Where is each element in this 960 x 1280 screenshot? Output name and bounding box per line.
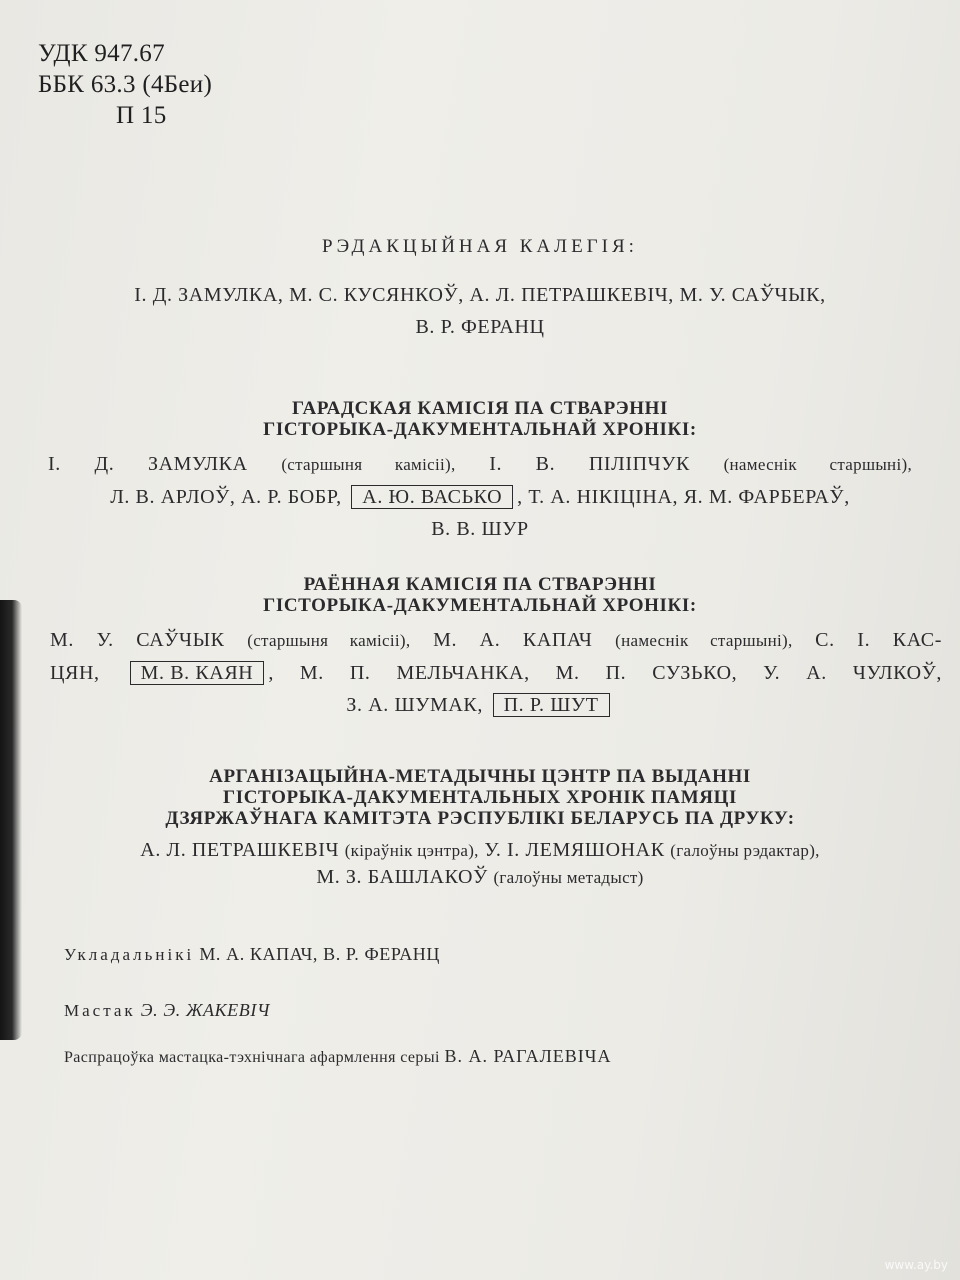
city-members-b: , Т. А. НІКІЦІНА, Я. М. ФАРБЕРАЎ, [517,486,850,508]
district-commission-line-2 [50,657,942,689]
city-chair-name: І. Д. ЗАМУЛКА [48,453,248,475]
artist-credit [64,1000,270,1021]
city-chair-role: (старшыня камісіі), [281,455,456,474]
editorial-board-section [0,236,960,343]
artist-label: Мастак [64,1001,136,1020]
design-credit [64,1046,612,1067]
city-commission-heading-1: ГАРАДСКАЯ КАМІСІЯ ПА СТВАРЭННІ [291,398,669,419]
center-methodist-role: (галоўны метадыст) [493,868,644,887]
city-commission-line-3: В. В. ШУР [431,518,529,540]
center-editor-name: У. І. ЛЕМЯШОНАК [484,839,665,861]
design-label: Распрацоўка мастацка-тэхнічнага афармлення серыі [64,1049,440,1066]
city-commission-line-2 [40,481,920,513]
compilers-label: Укладальнікі [64,945,195,964]
boxed-name-vasko: А. Ю. ВАСЬКО [351,485,513,509]
district-member-tsyan: ЦЯН, [50,662,100,684]
center-head-name: А. Л. ПЕТРАШКЕВІЧ [140,839,340,861]
design-name: В. А. РАГАЛЕВІЧА [444,1046,612,1066]
classification-codes [38,38,212,131]
district-commission-section [0,574,960,721]
district-commission-line-3 [0,689,960,721]
center-staff-line-1 [0,837,960,864]
district-member-kas: С. І. КАС- [815,629,942,651]
center-heading-3: ДЗЯРЖАЎНАГА КАМІТЭТА РЭСПУБЛІКІ БЕЛАРУСЬ ПА ДРУКУ: [165,808,795,829]
city-deputy-role: (намеснік старшыні), [723,455,912,474]
udk-code: УДК 947.67 [38,40,165,67]
boxed-name-kayan: М. В. КАЯН [130,661,265,685]
district-chair-role: (старшыня камісіі), [247,631,411,650]
bbk-code: ББК 63.3 (4Беи) [38,71,213,98]
compilers-names: М. А. КАПАЧ, В. Р. ФЕРАНЦ [199,944,440,964]
center-heading-2: ГІСТОРЫКА-ДАКУМЕНТАЛЬНЫХ ХРОНІК ПАМЯЦІ [223,787,737,808]
boxed-name-shut: П. Р. ШУТ [493,693,610,717]
author-mark: П 15 [116,102,167,129]
watermark: www.ay.by [884,1258,948,1272]
editorial-board-heading: РЭДАКЦЫЙНАЯ КАЛЕГІЯ: [322,236,638,257]
artist-name: Э. Э. ЖАКЕВІЧ [140,1000,270,1020]
district-deputy-role: (намеснік старшыні), [615,631,793,650]
editorial-board-line-1: І. Д. ЗАМУЛКА, М. С. КУСЯНКОЎ, А. Л. ПЕТРАШКЕВІЧ, М. У. САЎЧЫК, [134,284,826,306]
city-commission-section [0,398,960,545]
city-members-a: Л. В. АРЛОЎ, А. Р. БОБР, [110,486,342,508]
city-commission-line-1 [48,448,912,481]
district-deputy-name: М. А. КАПАЧ [433,629,593,651]
center-heading-1: АРГАНІЗАЦЫЙНА-МЕТАДЫЧНЫ ЦЭНТР ПА ВЫДАННІ [209,766,751,787]
district-commission-heading-1: РАЁННАЯ КАМІСІЯ ПА СТВАРЭННІ [303,574,657,595]
district-member-shumak: З. А. ШУМАК, [346,694,483,716]
methodical-center-section [0,766,960,891]
center-methodist-name: М. З. БАШЛАКОЎ [316,866,488,888]
compilers-credit [64,944,440,965]
city-deputy-name: І. В. ПІЛІПЧУК [489,453,690,475]
city-commission-heading-2: ГІСТОРЫКА-ДАКУМЕНТАЛЬНАЙ ХРОНІКІ: [263,419,697,440]
center-head-role: (кіраўнік цэнтра), [344,841,479,860]
district-commission-line-1 [50,624,942,657]
center-editor-role: (галоўны рэдактар), [670,841,820,860]
district-members-b: , М. П. МЕЛЬЧАНКА, М. П. СУЗЬКО, У. А. ЧУЛКОЎ, [268,662,942,684]
editorial-board-line-2: В. Р. ФЕРАНЦ [415,316,545,338]
district-commission-heading-2: ГІСТОРЫКА-ДАКУМЕНТАЛЬНАЙ ХРОНІКІ: [263,595,697,616]
district-chair-name: М. У. САЎЧЫК [50,629,225,651]
center-staff-line-2 [0,864,960,891]
